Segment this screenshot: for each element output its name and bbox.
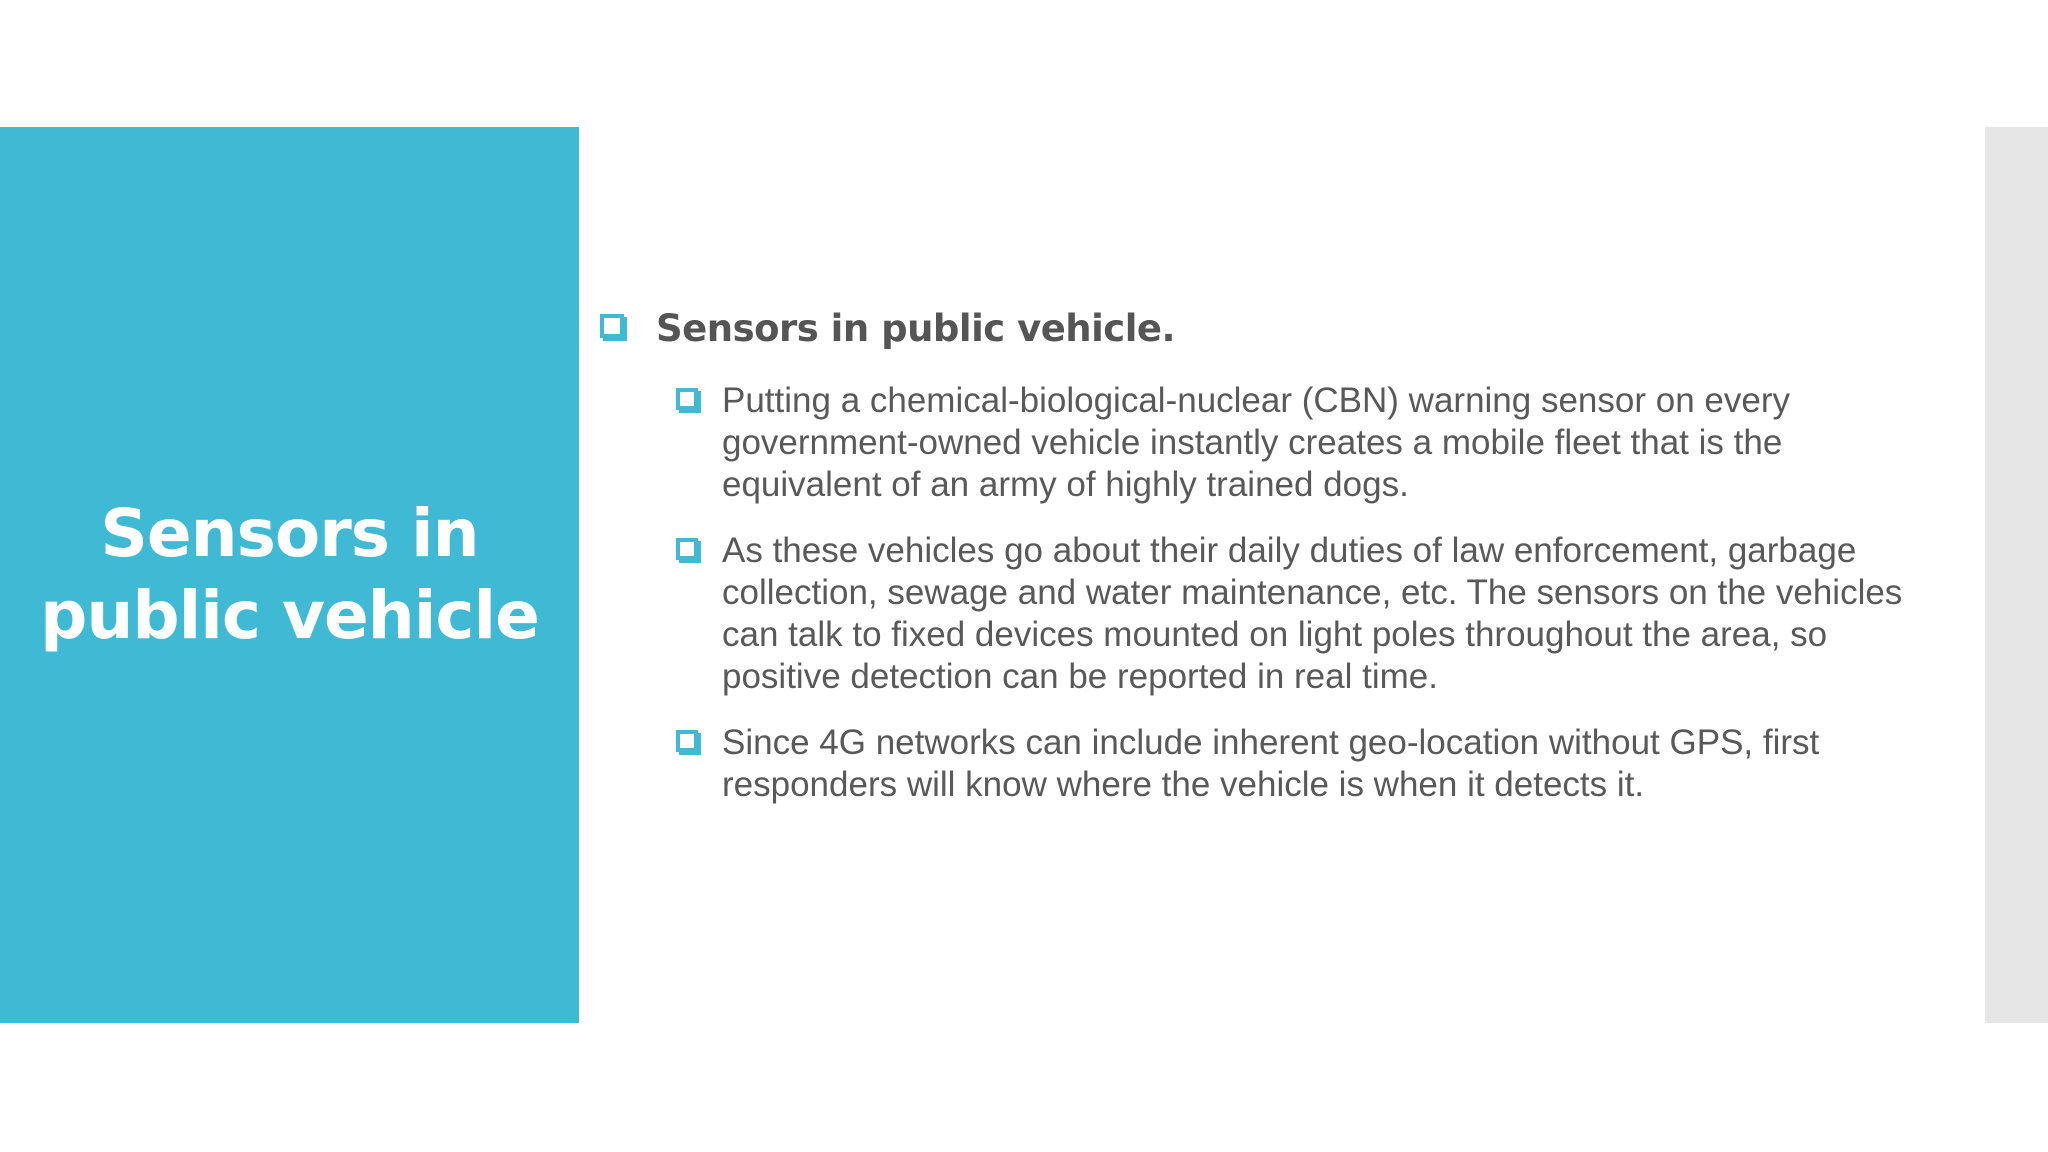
slide-title: Sensors in public vehicle <box>40 495 539 654</box>
right-edge-strip <box>1985 127 2048 1023</box>
bullet-text: Since 4G networks can include inherent geo-location without GPS, first responders will know where the vehicle is when it detects it. <box>722 723 1820 804</box>
checkbox-bullet-icon <box>676 388 698 410</box>
list-item <box>676 380 1920 506</box>
bullet-text: Putting a chemical-biological-nuclear (CBN) warning sensor on every government-owned vehicle instantly creates a mobile fleet that is the equivalent of an army of highly trained dogs. <box>722 381 1790 504</box>
content-area <box>600 300 1920 830</box>
checkbox-bullet-icon <box>676 730 698 752</box>
bullet-heading: Sensors in public vehicle. <box>656 307 1176 350</box>
checkbox-bullet-icon <box>676 538 698 560</box>
bullet-text: As these vehicles go about their daily duties of law enforcement, garbage collection, sewage and water maintenance, etc. The sensors on the vehicles can talk to fixed devices mounted on light poles throughout the area, so positive detection can be reported in real time. <box>722 531 1903 696</box>
heading-bullet <box>600 300 1920 358</box>
checkbox-bullet-icon <box>600 314 624 338</box>
list-item <box>676 530 1920 698</box>
list-item <box>676 722 1920 806</box>
title-panel <box>0 127 579 1023</box>
